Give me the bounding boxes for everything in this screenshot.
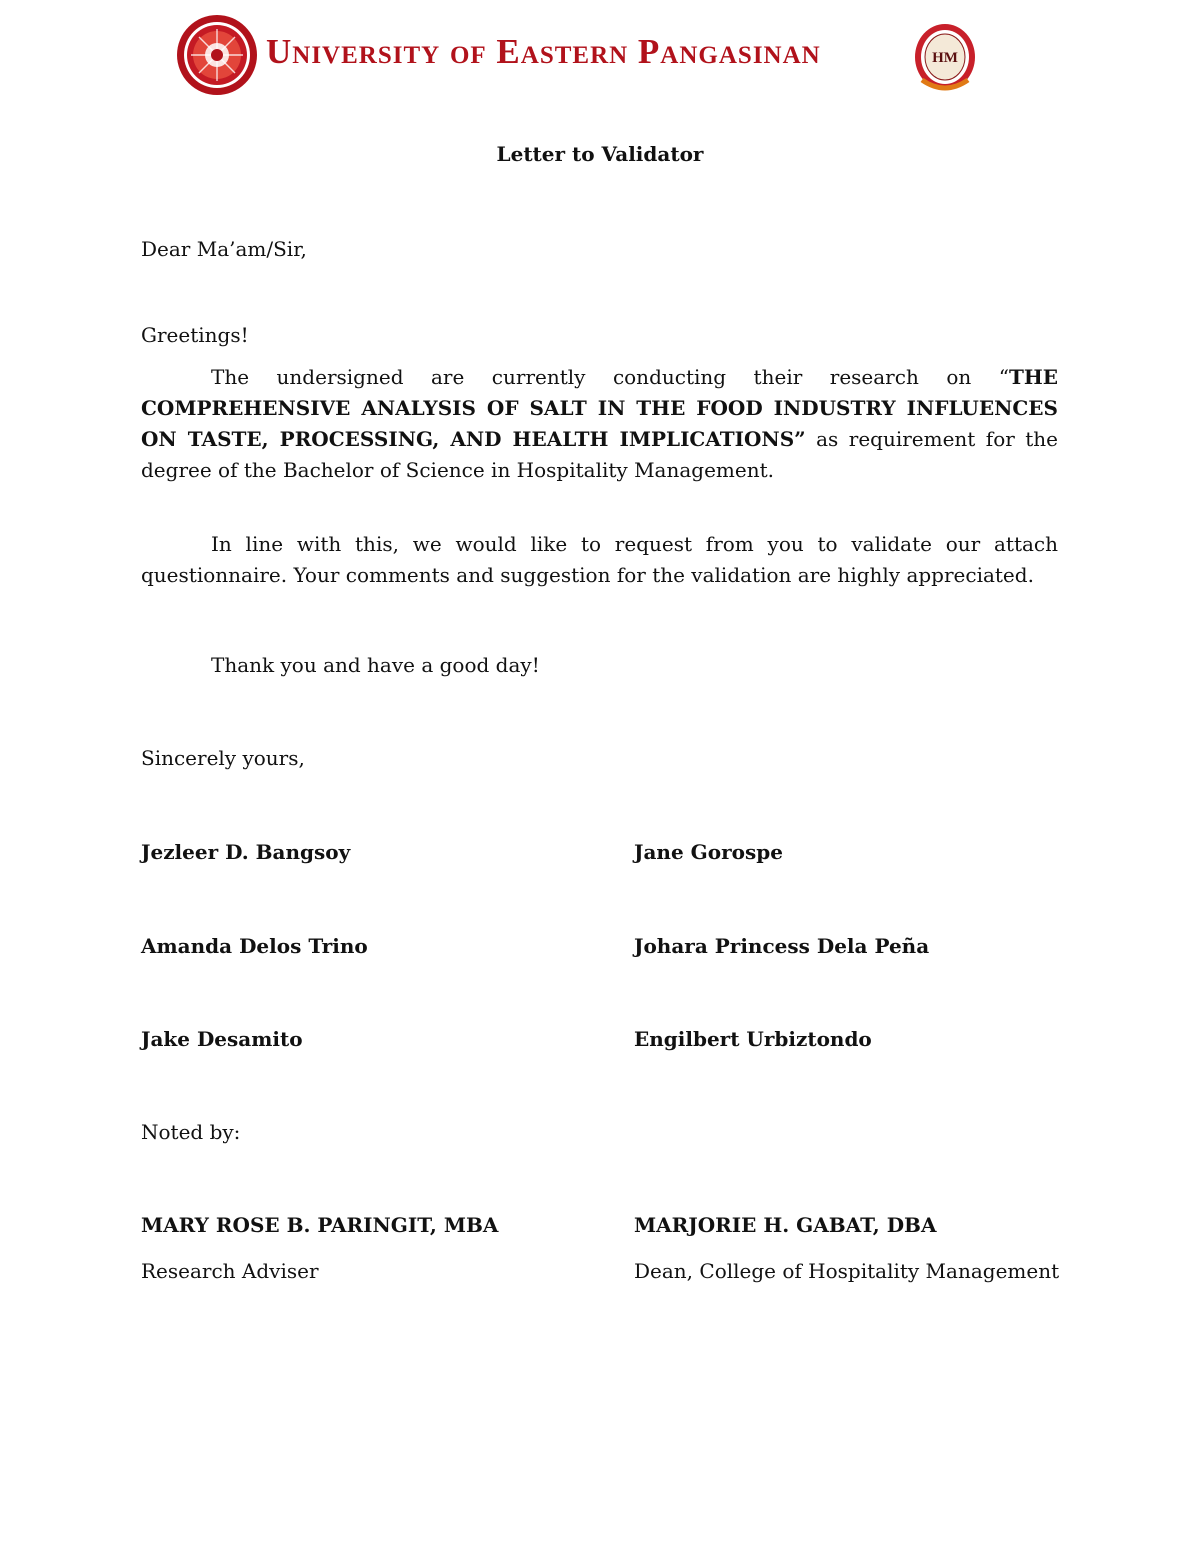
- researcher-name: Jake Desamito: [141, 1027, 303, 1051]
- para1-intro: The undersigned are currently conducting their research on “: [211, 365, 1009, 389]
- letter-title: Letter to Validator: [496, 142, 704, 166]
- researcher-name: Jezleer D. Bangsoy: [141, 840, 351, 864]
- research-title: THE COMPREHENSIVE ANALYSIS OF SALT IN THE FOOD INDUSTRY INFLUENCES ON TASTE, PROCESSING, AND HEALTH IMPLICATIONS”: [141, 365, 1058, 451]
- research-paragraph: [141, 362, 1058, 486]
- closing-thanks: Thank you and have a good day!: [211, 653, 540, 677]
- hm-college-seal-icon: [914, 22, 976, 92]
- letterhead: [176, 14, 976, 98]
- salutation: Dear Ma’am/Sir,: [141, 237, 307, 261]
- university-name: University of Eastern Pangasinan: [266, 32, 821, 71]
- dean-role: Dean, College of Hospitality Management: [634, 1259, 1060, 1283]
- researcher-name: Engilbert Urbiztondo: [634, 1027, 872, 1051]
- researcher-name: Jane Gorospe: [634, 840, 783, 864]
- para1-ending: as requirement for the degree of the Bachelor of Science in Hospitality Management.: [141, 427, 1058, 482]
- noted-by-label: Noted by:: [141, 1120, 241, 1144]
- researcher-name: Johara Princess Dela Peña: [634, 934, 930, 958]
- researcher-name: Amanda Delos Trino: [141, 934, 368, 958]
- request-paragraph: In line with this, we would like to request from you to validate our attach questionnaire. Your comments and suggestion for the validation are highly appreciated.: [141, 532, 1058, 587]
- university-seal-icon: [176, 14, 258, 96]
- greeting: Greetings!: [141, 323, 249, 347]
- dean-name: MARJORIE H. GABAT, DBA: [634, 1213, 937, 1237]
- adviser-name: MARY ROSE B. PARINGIT, MBA: [141, 1213, 499, 1237]
- hm-seal-text: HM: [932, 50, 958, 66]
- adviser-role: Research Adviser: [141, 1259, 319, 1283]
- complimentary-close: Sincerely yours,: [141, 746, 305, 770]
